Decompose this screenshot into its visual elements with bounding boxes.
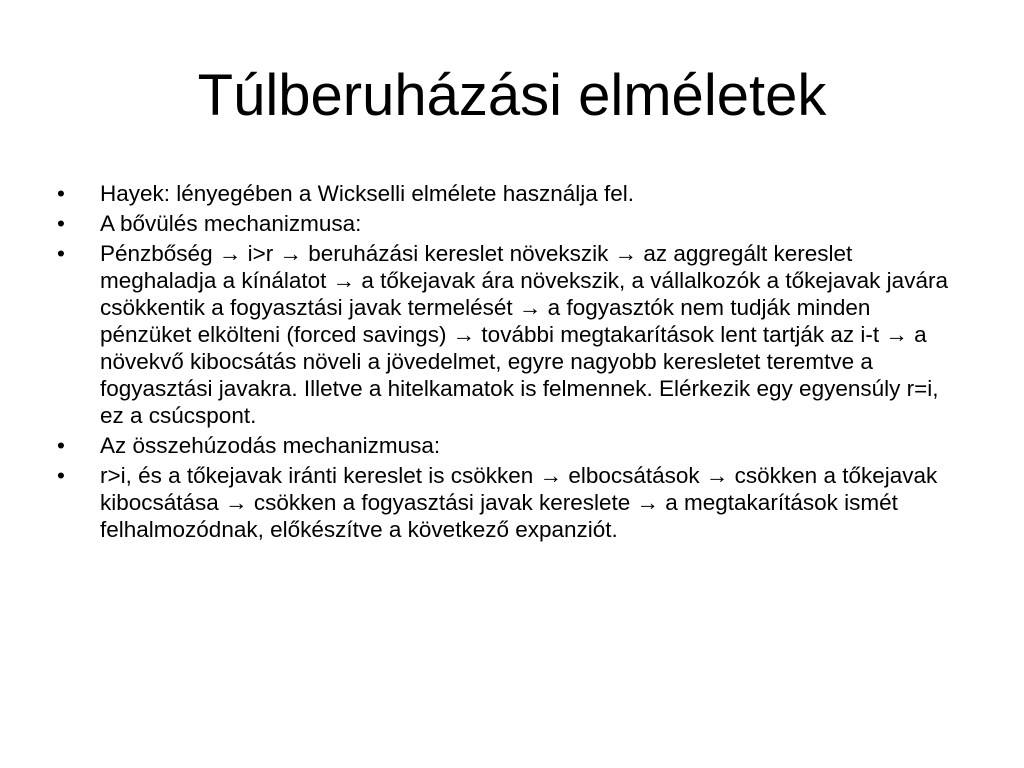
bullet-item xyxy=(52,180,957,207)
bullet-dot-icon: • xyxy=(57,241,65,266)
bullet-item xyxy=(52,210,957,237)
bullet-text: Hayek: lényegében a Wickselli elmélete használja fel. xyxy=(100,181,635,206)
bullet-dot-icon: • xyxy=(57,181,65,206)
bullet-text: Pénzbőség → i>r → beruházási kereslet növekszik → az aggregált kereslet meghaladja a kínálatot → a tőkejavak ára növekszik, a vállalkozók a tőkejavak javára csökkentik a fogyasztási javak termelését → a fogyasztók nem tudják minden pénzüket elkölteni (forced savings) → további megtakarítások lent tartják az i-t → a növekvő kibocsátás növeli a jövedelmet, egyre nagyobb keresletet teremtve a fogyasztási javakra. Illetve a hitelkamatok is felmennek. Elérkezik egy egyensúly r=i, ez a csúcspont. xyxy=(100,241,948,428)
bullet-text: r>i, és a tőkejavak iránti kereslet is csökken → elbocsátások → csökken a tőkejavak kibocsátása → csökken a fogyasztási javak kereslete → a megtakarítások ismét felhalmozódnak, előkészítve a következő expanziót. xyxy=(100,463,938,542)
bullet-dot-icon: • xyxy=(57,433,65,458)
bullet-item xyxy=(52,240,957,429)
bullet-text: A bővülés mechanizmusa: xyxy=(100,211,362,236)
bullet-item xyxy=(52,432,957,459)
bullet-dot-icon: • xyxy=(57,211,65,236)
slide-title: Túlberuházási elméletek xyxy=(197,63,827,128)
bullet-list xyxy=(52,180,957,546)
bullet-text: Az összehúzodás mechanizmusa: xyxy=(100,433,441,458)
bullet-dot-icon: • xyxy=(57,463,65,488)
bullet-item xyxy=(52,462,957,543)
